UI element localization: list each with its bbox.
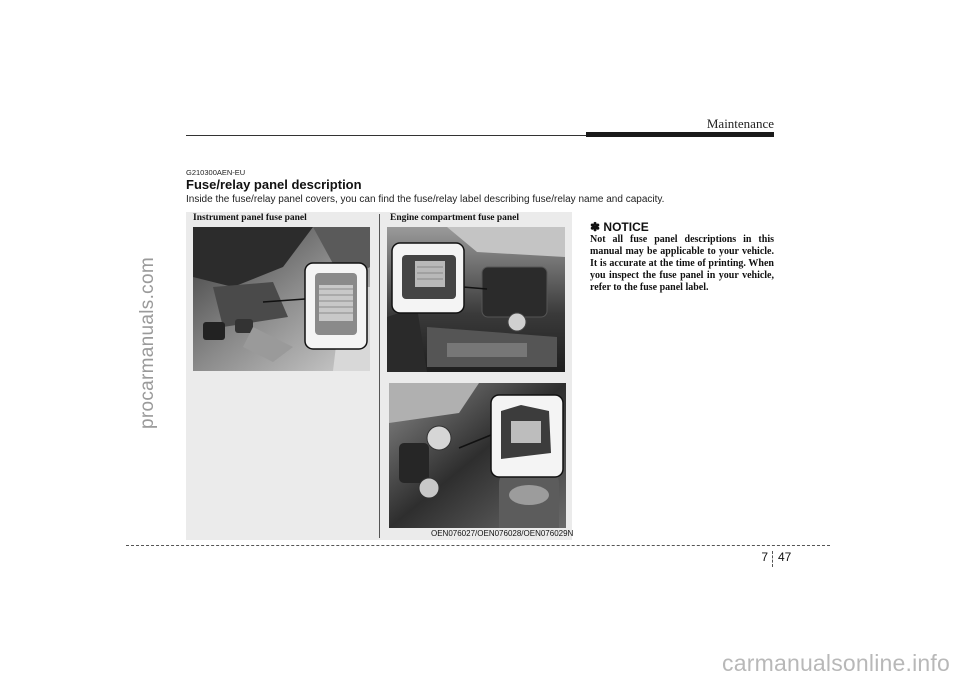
section-name: Maintenance — [706, 116, 774, 131]
engine-compartment-caption: Engine compartment fuse panel — [390, 213, 520, 223]
bottom-watermark[interactable]: carmanualsonline.info — [722, 650, 950, 676]
header-rule — [186, 135, 586, 136]
figure-divider — [379, 214, 380, 538]
notice-body: Not all fuse panel descriptions in this manual may be applicable to your vehicle. It is accurate at the time of printing. When you inspect the fuse panel in your vehicle, refer to the fuse panel label. — [590, 234, 774, 293]
engine-compartment-photo-bottom — [389, 383, 566, 528]
section-code: G210300AEN-EU — [186, 168, 246, 177]
engine-compartment-photo-top — [387, 227, 565, 372]
page-number-separator — [772, 551, 773, 567]
notice-title: NOTICE — [603, 220, 649, 234]
page-chapter: 7 — [761, 550, 768, 564]
side-watermark[interactable]: procarmanuals.com — [137, 257, 158, 429]
footer-rule — [126, 545, 830, 546]
instrument-panel-caption: Instrument panel fuse panel — [193, 213, 307, 223]
figure-image-code: OEN076027/OEN076028/OEN076029N — [431, 529, 574, 538]
page-number: 47 — [778, 550, 792, 564]
notice-heading — [590, 220, 649, 234]
notice-asterisk-icon: ✽ — [590, 220, 601, 234]
section-lead-text: Inside the fuse/relay panel covers, you can find the fuse/relay label describing fuse/relay name and capacity. — [186, 194, 665, 205]
instrument-panel-photo — [193, 227, 370, 371]
section-title: Fuse/relay panel description — [186, 177, 362, 192]
header-bar — [586, 132, 774, 137]
